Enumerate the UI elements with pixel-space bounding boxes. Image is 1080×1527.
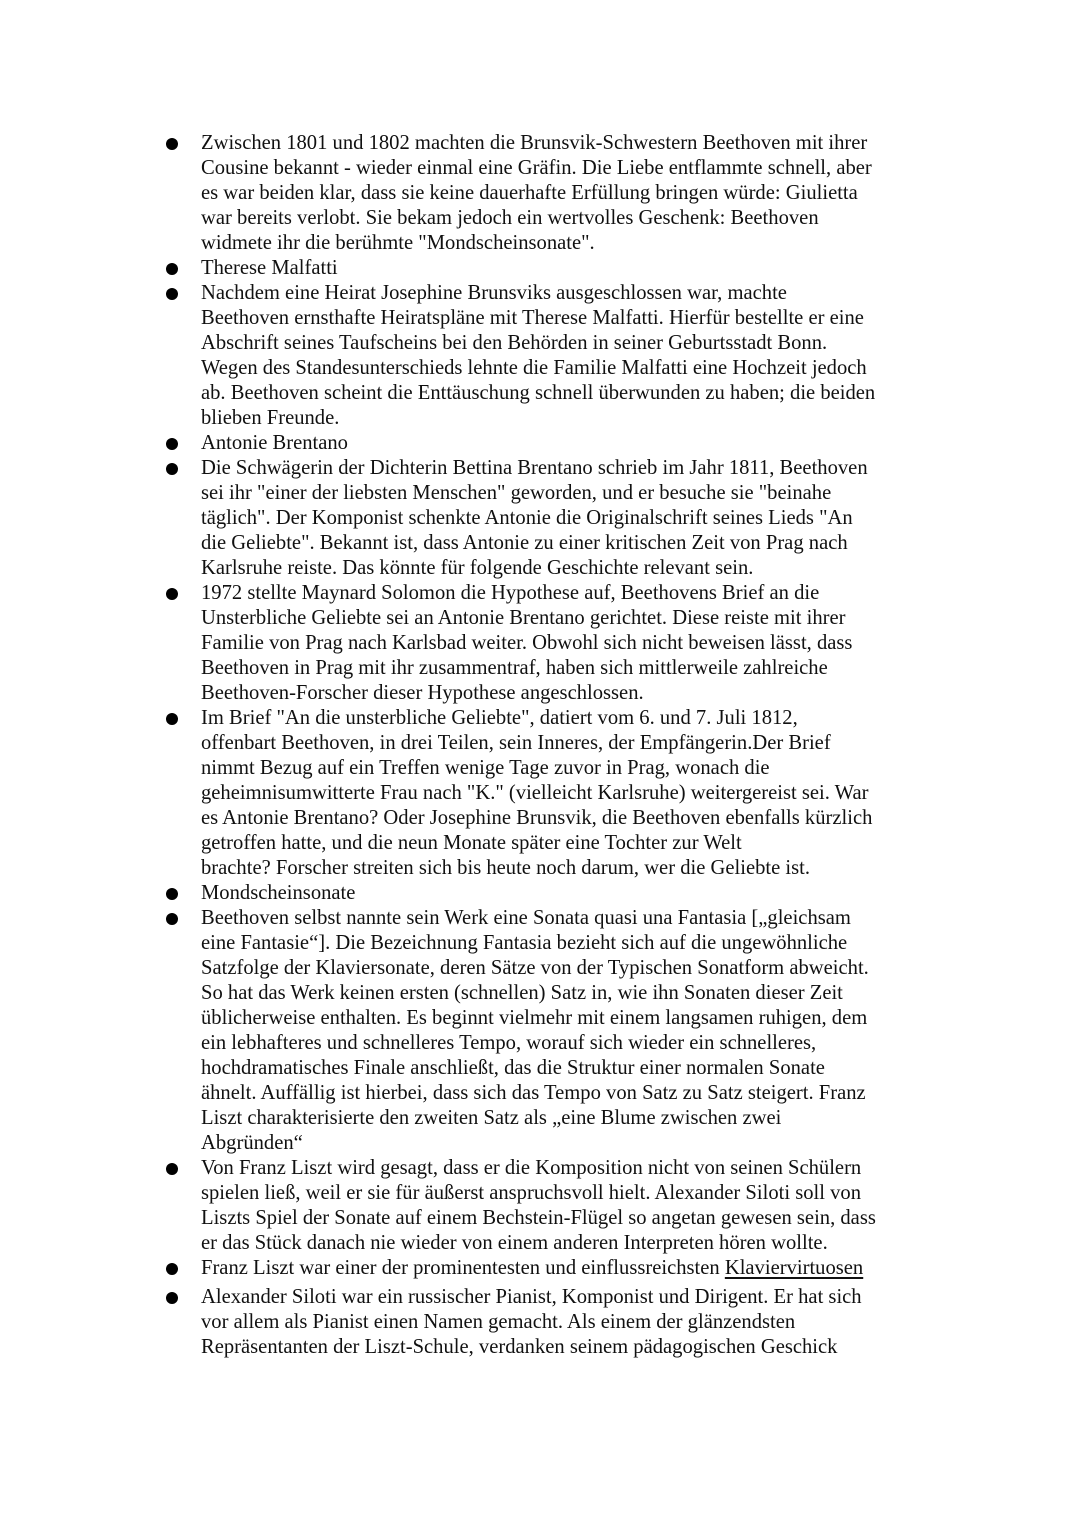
text-line: Beethoven in Prag mit ihr zusammentraf, haben sich mittlerweile zahlreiche: [201, 657, 828, 679]
text-line: Liszt charakterisierte den zweiten Satz als „eine Blume zwischen zwei: [201, 1107, 782, 1129]
bullet-dot-icon: [166, 138, 178, 150]
text-line: Familie von Prag nach Karlsbad weiter. Obwohl sich nicht beweisen lässt, dass: [201, 632, 853, 654]
list-item: [0, 456, 921, 581]
text-line: vor allem als Pianist einen Namen gemacht. Als einem der glänzendsten: [201, 1311, 796, 1333]
text-line: brachte? Forscher streiten sich bis heute noch darum, wer die Geliebte ist.: [201, 857, 811, 879]
text-line: hochdramatisches Finale anschließt, das die Struktur einer normalen Sonate: [201, 1057, 825, 1079]
bullet-dot-icon: [166, 588, 178, 600]
text-line: Satzfolge der Klaviersonate, deren Sätze von der Typischen Sonatform abweicht.: [201, 957, 869, 979]
text-line: Beethoven ernsthafte Heiratspläne mit Therese Malfatti. Hierfür bestellte er eine: [201, 307, 864, 329]
text-line: blieben Freunde.: [201, 407, 340, 429]
text-line: Nachdem eine Heirat Josephine Brunsviks ausgeschlossen war, machte: [201, 282, 787, 304]
section-heading: Mondscheinsonate: [201, 882, 356, 904]
list-item: [0, 281, 921, 431]
text-line: es Antonie Brentano? Oder Josephine Brunsvik, die Beethoven ebenfalls kürzlich: [201, 807, 873, 829]
text-line: So hat das Werk keinen ersten (schnellen) Satz in, wie ihn Sonaten dieser Zeit: [201, 982, 843, 1004]
text-line: 1972 stellte Maynard Solomon die Hypothese auf, Beethovens Brief an die: [201, 582, 820, 604]
list-item: [0, 131, 921, 256]
bullet-dot-icon: [166, 888, 178, 900]
bullet-dot-icon: [166, 288, 178, 300]
text-line: Beethoven selbst nannte sein Werk eine Sonata quasi una Fantasia [„gleichsam: [201, 907, 851, 929]
text-line: geheimnisumwitterte Frau nach "K." (vielleicht Karlsruhe) weitergereist sei. War: [201, 782, 869, 804]
text-line: spielen ließ, weil er sie für äußerst anspruchsvoll hielt. Alexander Siloti soll von: [201, 1182, 862, 1204]
text-line: Wegen des Standesunterschieds lehnte die Familie Malfatti eine Hochzeit jedoch: [201, 357, 867, 379]
list-item: [0, 706, 921, 881]
list-item: [0, 881, 921, 906]
text-line: Beethoven-Forscher dieser Hypothese angeschlossen.: [201, 682, 644, 704]
text-line: Unsterbliche Geliebte sei an Antonie Brentano gerichtet. Diese reiste mit ihrer: [201, 607, 846, 629]
list-item: [0, 431, 921, 456]
text-line: es war beiden klar, dass sie keine dauerhafte Erfüllung bringen würde: Giulietta: [201, 182, 858, 204]
text-line: ähnelt. Auffällig ist hierbei, dass sich das Tempo von Satz zu Satz steigert. Franz: [201, 1082, 866, 1104]
bullet-dot-icon: [166, 713, 178, 725]
list-item: [0, 906, 921, 1156]
list-item: [0, 1285, 921, 1360]
text-line: Von Franz Liszt wird gesagt, dass er die Komposition nicht von seinen Schülern: [201, 1157, 862, 1179]
text-line: Die Schwägerin der Dichterin Bettina Brentano schrieb im Jahr 1811, Beethoven: [201, 457, 868, 479]
text-line: Cousine bekannt - wieder einmal eine Gräfin. Die Liebe entflammte schnell, aber: [201, 157, 872, 179]
text-line: Im Brief "An die unsterbliche Geliebte", datiert vom 6. und 7. Juli 1812,: [201, 707, 798, 729]
text-line: die Geliebte". Bekannt ist, dass Antonie zu einer kritischen Zeit von Prag nach: [201, 532, 848, 554]
bullet-dot-icon: [166, 263, 178, 275]
text-line: üblicherweise enthalten. Es beginnt vielmehr mit einem langsamen ruhigen, dem: [201, 1007, 868, 1029]
text-line: [201, 1256, 921, 1281]
section-heading: Therese Malfatti: [201, 257, 338, 279]
bullet-dot-icon: [166, 463, 178, 475]
list-item: [0, 256, 921, 281]
text-line: Abgründen“: [201, 1132, 303, 1154]
bullet-dot-icon: [166, 913, 178, 925]
list-item: [0, 581, 921, 706]
list-item: [0, 1256, 921, 1281]
text-line: Repräsentanten der Liszt-Schule, verdanken seinem pädagogischen Geschick: [201, 1336, 838, 1358]
text-line: offenbart Beethoven, in drei Teilen, sein Inneres, der Empfängerin.Der Brief: [201, 732, 831, 754]
text-fragment: Franz Liszt war einer der prominentesten und einflussreichsten: [201, 1257, 725, 1279]
text-line: Abschrift seines Taufscheins bei den Behörden in seiner Geburtsstadt Bonn.: [201, 332, 828, 354]
text-line: widmete ihr die berühmte "Mondscheinsonate".: [201, 232, 595, 254]
klaviervirtuosen-link[interactable]: Klaviervirtuosen: [724, 1257, 864, 1279]
text-line: ab. Beethoven scheint die Enttäuschung schnell überwunden zu haben; die beiden: [201, 382, 876, 404]
text-line: Zwischen 1801 und 1802 machten die Brunsvik-Schwestern Beethoven mit ihrer: [201, 132, 868, 154]
bullet-dot-icon: [166, 1263, 178, 1275]
text-line: ein lebhafteres und schnelleres Tempo, worauf sich wieder ein schnelleres,: [201, 1032, 817, 1054]
text-line: sei ihr "einer der liebsten Menschen" geworden, und er besuche sie "beinahe: [201, 482, 832, 504]
list-item: [0, 1156, 921, 1256]
bullet-dot-icon: [166, 1163, 178, 1175]
text-line: war bereits verlobt. Sie bekam jedoch ein wertvolles Geschenk: Beethoven: [201, 207, 819, 229]
text-line: Liszts Spiel der Sonate auf einem Bechstein-Flügel so angetan gewesen sein, dass: [201, 1207, 876, 1229]
bullet-dot-icon: [166, 1292, 178, 1304]
bullet-dot-icon: [166, 438, 178, 450]
text-line: Karlsruhe reiste. Das könnte für folgende Geschichte relevant sein.: [201, 557, 754, 579]
text-line: Alexander Siloti war ein russischer Pianist, Komponist und Dirigent. Er hat sich: [201, 1286, 862, 1308]
section-heading: Antonie Brentano: [201, 432, 348, 454]
text-line: er das Stück danach nie wieder von einem anderen Interpreten hören wollte.: [201, 1232, 828, 1254]
text-line: täglich". Der Komponist schenkte Antonie die Originalschrift seines Lieds "An: [201, 507, 853, 529]
text-line: eine Fantasie“]. Die Bezeichnung Fantasia bezieht sich auf die ungewöhnliche: [201, 932, 848, 954]
text-line: getroffen hatte, und die neun Monate später eine Tochter zur Welt: [201, 832, 742, 854]
text-line: nimmt Bezug auf ein Treffen wenige Tage zuvor in Prag, wonach die: [201, 757, 770, 779]
bullet-list: [0, 131, 1080, 1360]
